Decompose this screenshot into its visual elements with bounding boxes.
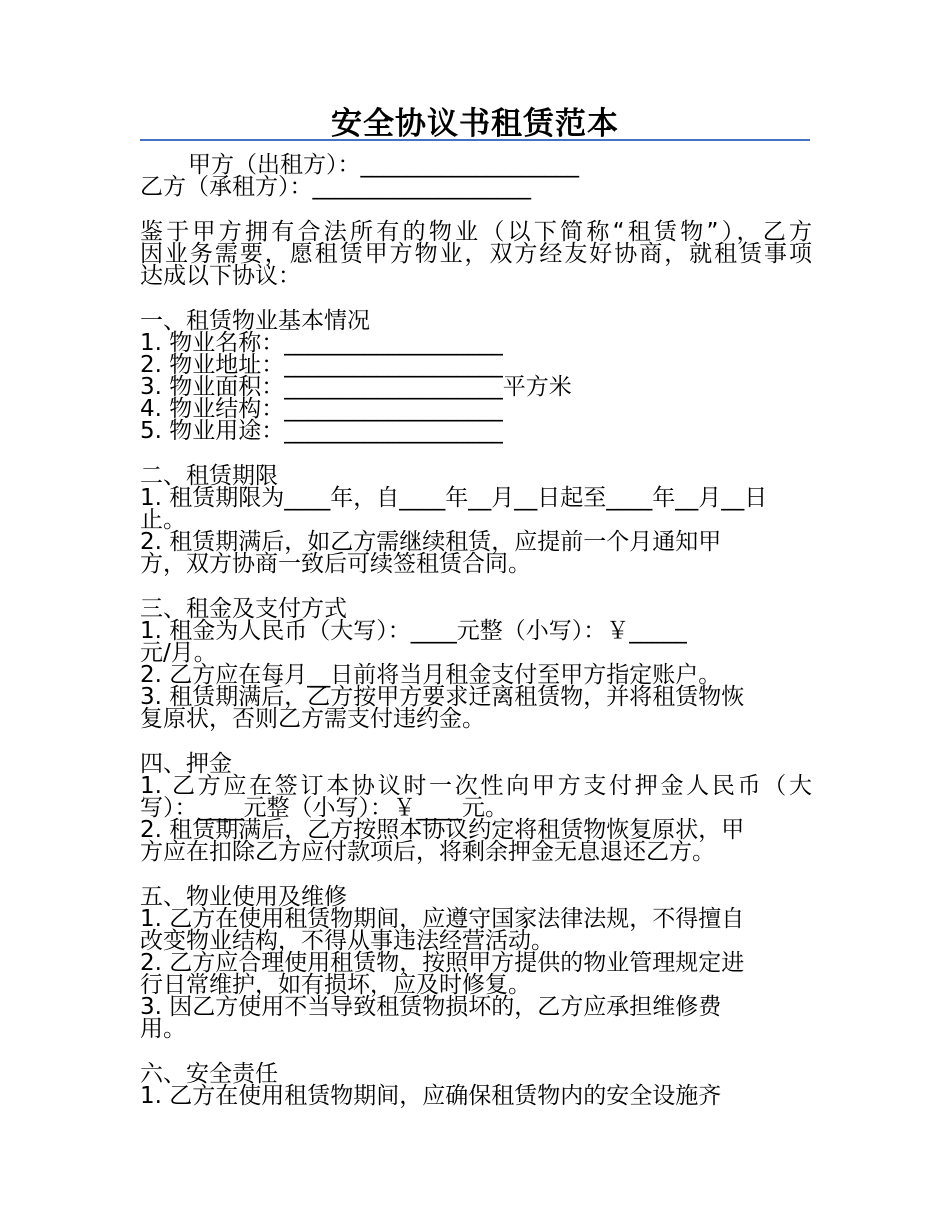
section-heading: 一、租赁物业基本情况	[140, 308, 370, 334]
document-body	[140, 154, 812, 1107]
spacer	[140, 863, 812, 886]
section-line: 用。	[140, 1016, 186, 1042]
section-heading: 五、物业使用及维修	[140, 884, 347, 910]
party-b-line: 乙方（承租方）：___________________	[140, 174, 531, 200]
section-heading: 四、押金	[140, 751, 232, 777]
spacer	[140, 1040, 812, 1063]
section-line: 2. 物业地址：___________________	[140, 352, 503, 378]
section-line: 3. 物业面积：___________________平方米	[140, 374, 572, 400]
spacer	[140, 442, 812, 465]
section-line: 2. 乙方应在每月__日前将当月租金支付至甲方指定账户。	[140, 662, 722, 688]
section-line: 写）：____元整（小写）：￥____元。	[140, 795, 508, 821]
section-line: 1. 物业名称：___________________	[140, 330, 503, 356]
section-line: 1. 乙方应在签订本协议时一次性向甲方支付押金人民币（大	[140, 773, 812, 799]
section-line: 方应在扣除乙方应付款项后，将剩余押金无息退还乙方。	[140, 839, 715, 865]
section-line: 2. 租赁期满后，乙方按照本协议约定将租赁物恢复原状，甲	[140, 817, 745, 843]
spacer	[140, 198, 812, 221]
section-line: 3. 租赁期满后，乙方按甲方要求迁离租赁物，并将租赁物恢	[140, 684, 745, 710]
section-line: 方，双方协商一致后可续签租赁合同。	[140, 551, 531, 577]
section-line: 行日常维护，如有损坏，应及时修复。	[140, 972, 531, 998]
section-line: 复原状，否则乙方需支付违约金。	[140, 706, 485, 732]
section-line: 4. 物业结构：___________________	[140, 396, 503, 422]
section-line: 改变物业结构，不得从事违法经营活动。	[140, 928, 554, 954]
party-a-line: 甲方（出租方）：___________________	[188, 152, 579, 178]
preamble-line: 达成以下协议：	[140, 263, 301, 289]
preamble-line: 鉴于甲方拥有合法所有的物业（以下简称“租赁物”），乙方	[140, 219, 812, 245]
section-line: 5. 物业用途：___________________	[140, 418, 503, 444]
section-heading: 二、租赁期限	[140, 463, 278, 489]
spacer	[140, 287, 812, 310]
section-line: 1. 租赁期限为____年，自____年__月__日起至____年__月__日	[140, 485, 768, 511]
section-line: 2. 乙方应合理使用租赁物，按照甲方提供的物业管理规定进	[140, 950, 745, 976]
section-line: 1. 租金为人民币（大写）：____元整（小写）：￥_____	[140, 618, 687, 644]
spacer	[140, 730, 812, 753]
preamble-line: 因业务需要，愿租赁甲方物业，双方经友好协商，就租赁事项	[140, 241, 812, 267]
spacer	[140, 575, 812, 598]
section-line: 2. 租赁期满后，如乙方需继续租赁，应提前一个月通知甲	[140, 529, 722, 555]
page-title: 安全协议书租赁范本	[331, 106, 619, 142]
section-line: 止。	[140, 507, 186, 533]
section-line: 元/月。	[140, 640, 217, 666]
title-underline	[140, 139, 810, 141]
section-line: 1. 乙方在使用租赁物期间，应遵守国家法律法规，不得擅自	[140, 906, 745, 932]
section-heading: 六、安全责任	[140, 1061, 278, 1087]
section-line: 1. 乙方在使用租赁物期间，应确保租赁物内的安全设施齐	[140, 1083, 722, 1109]
section-line: 3. 因乙方使用不当导致租赁物损坏的，乙方应承担维修费	[140, 994, 722, 1020]
section-heading: 三、租金及支付方式	[140, 596, 347, 622]
